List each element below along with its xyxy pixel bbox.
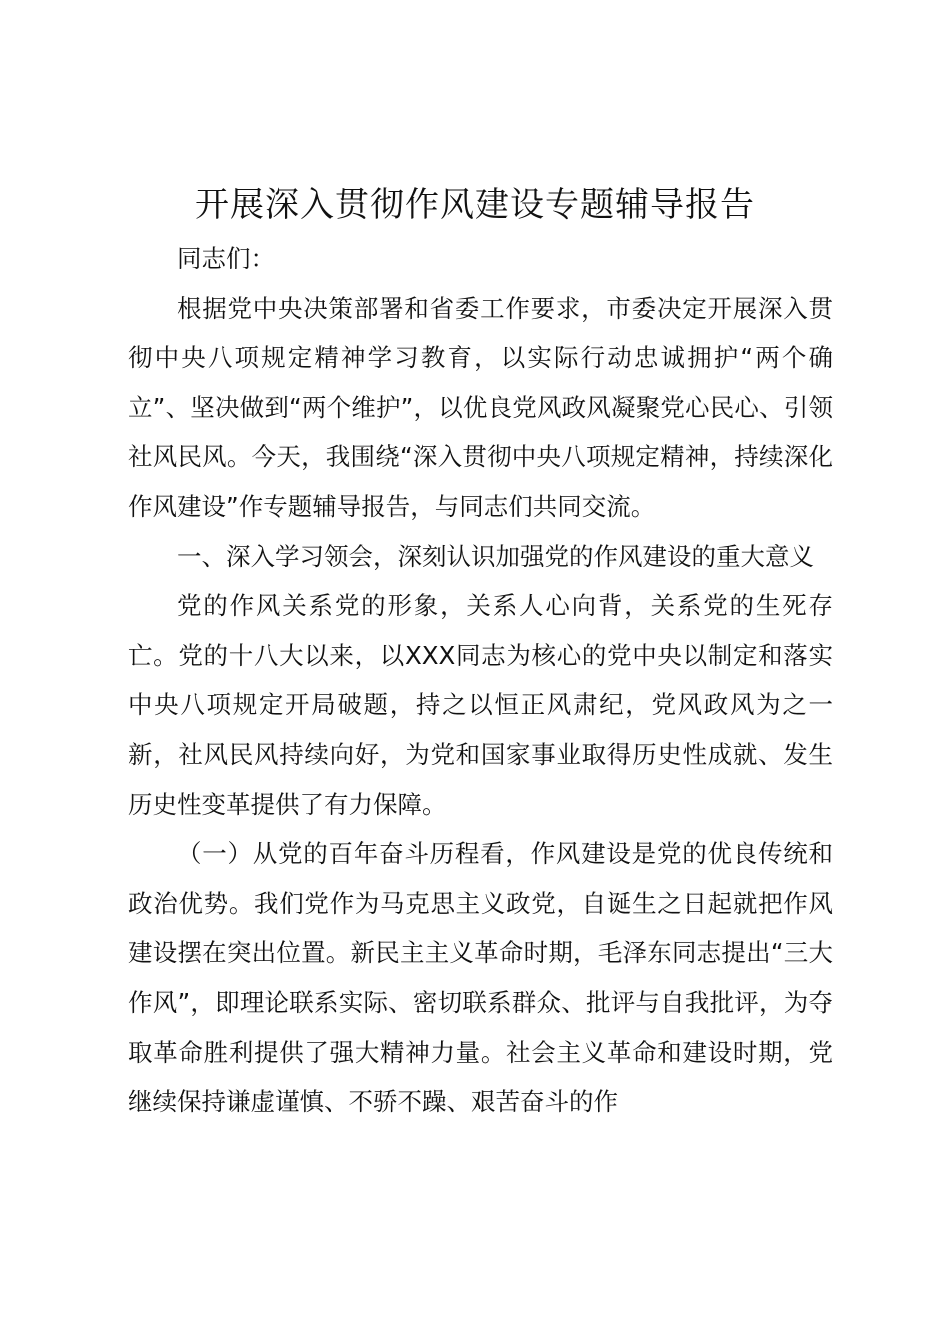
paragraph-significance: 党的作风关系党的形象，关系人心向背，关系党的生死存亡。党的十八大以来，以XXX同志为核心的党中央以制定和落实中央八项规定开局破题，持之以恒正风肃纪，党风政风为之一新，社风民风持续向好，为党和国家事业取得历史性成就、发生历史性变革提供了有力保障。 — [128, 591, 833, 819]
paragraph-intro: 根据党中央决策部署和省委工作要求，市委决定开展深入贯彻中央八项规定精神学习教育，以实际行动忠诚拥护“两个确立”、坚决做到“两个维护”，以优良党风政风凝聚党心民心、引领社风民风。今天，我围绕“深入贯彻中央八项规定精神，持续深化作风建设”作专题辅导报告，与同志们共同交流。 — [128, 293, 833, 521]
paragraph-subsection-1: （一）从党的百年奋斗历程看，作风建设是党的优良传统和政治优势。我们党作为马克思主义政党，自诞生之日起就把作风建设摆在突出位置。新民主主义革命时期，毛泽东同志提出“三大作风”，即理论联系实际、密切联系群众、批评与自我批评，为夺取革命胜利提供了强大精神力量。社会主义革命和建设时期，党继续保持谦虚谨慎、不骄不躁、艰苦奋斗的作 — [128, 839, 833, 1117]
document-title: 开展深入贯彻作风建设专题辅导报告 — [195, 185, 755, 225]
document-body — [128, 234, 833, 1127]
salutation: 同志们： — [177, 244, 275, 273]
section-heading-1: 一、深入学习领会，深刻认识加强党的作风建设的重大意义 — [177, 541, 814, 571]
